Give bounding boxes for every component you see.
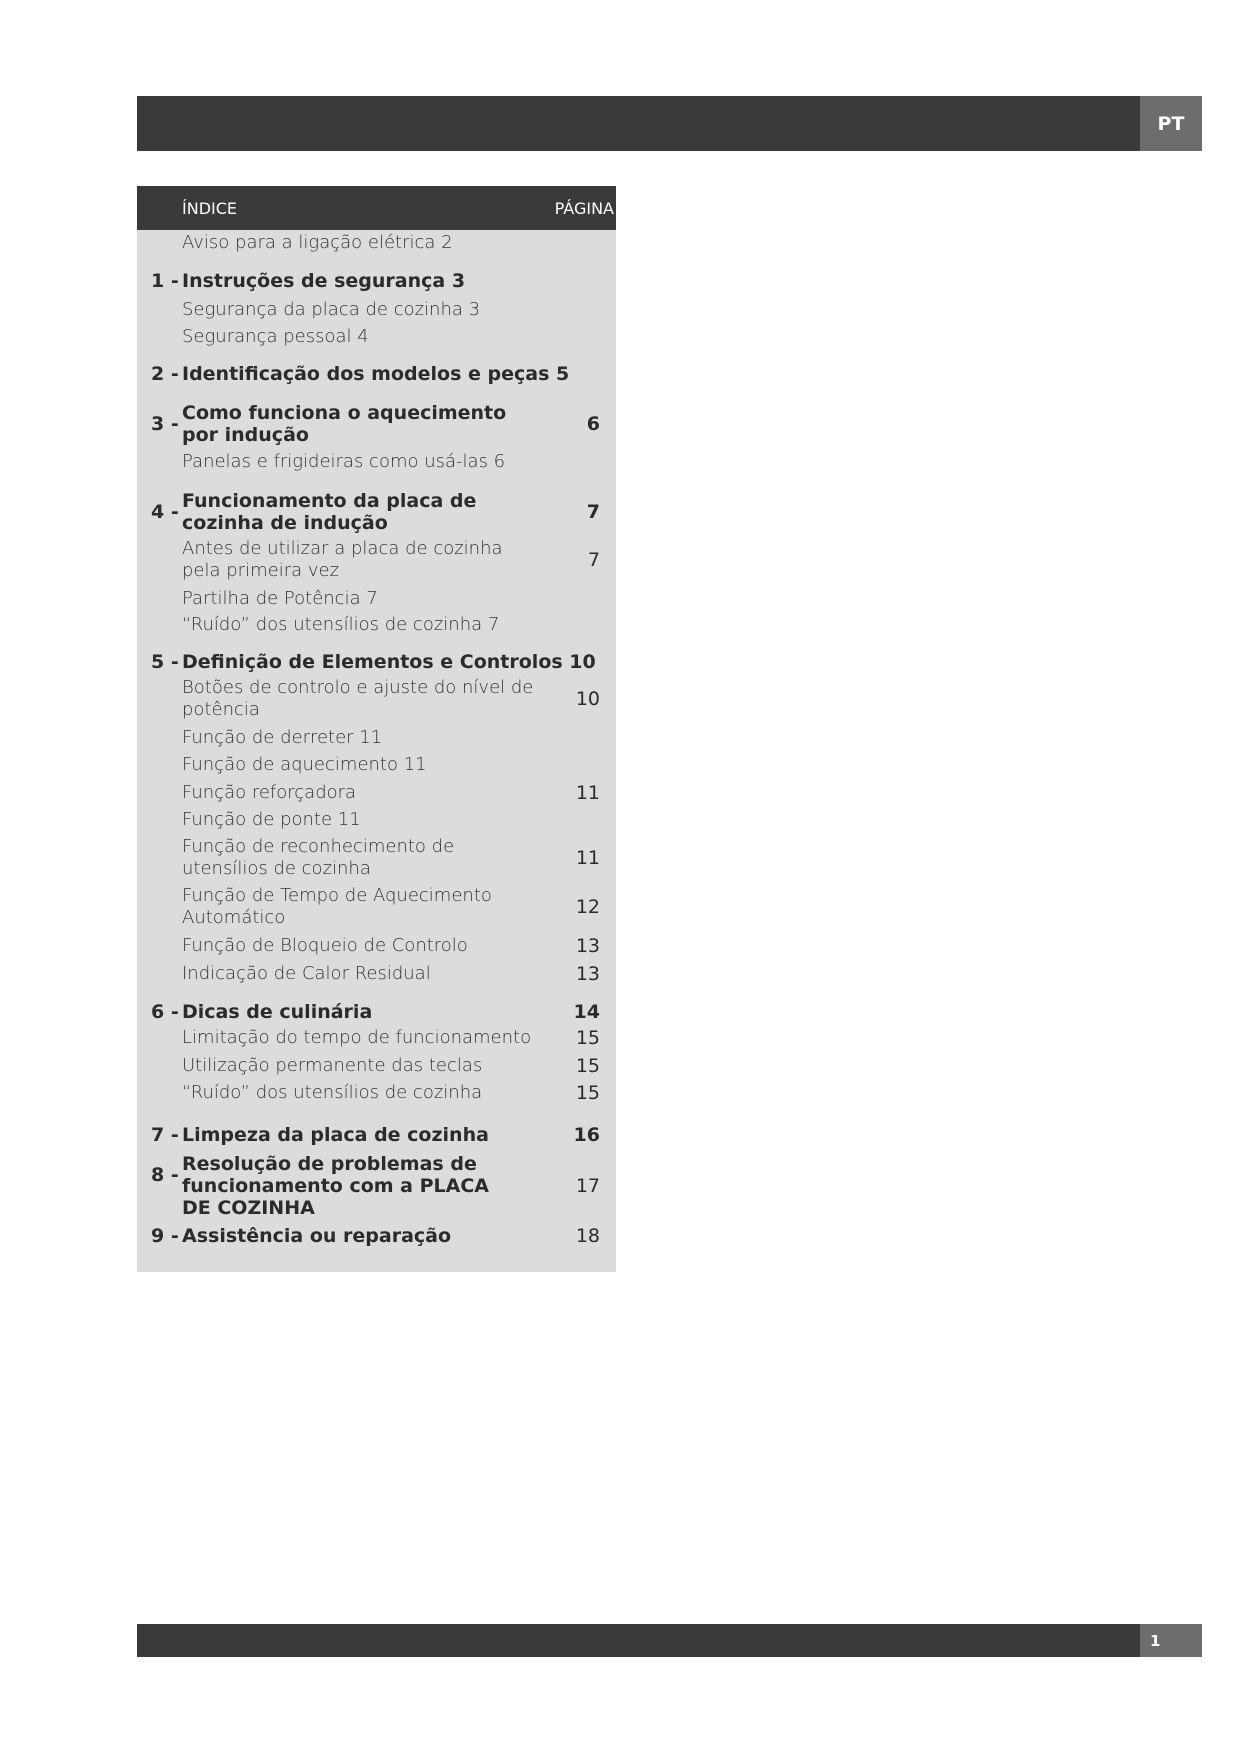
toc-section-title: Como funciona o aquecimento por indução: [182, 402, 507, 446]
toc-entry-title: Função de derreter 11: [182, 727, 383, 748]
toc-section: [137, 1225, 616, 1251]
toc-entry: [137, 809, 616, 833]
toc-page-number: 15: [575, 1082, 600, 1104]
toc-entry-title: Antes de utilizar a placa de cozinha pela primeira vez: [182, 538, 503, 581]
table-of-contents: [137, 186, 616, 1272]
toc-section-number: 4 -: [151, 501, 179, 523]
toc-entry-title: Função de aquecimento 11: [182, 754, 427, 775]
toc-entry: [137, 588, 616, 612]
toc-entry-title: Função de reconhecimento de utensílios de cozinha: [182, 836, 455, 879]
toc-entry: [137, 754, 616, 778]
toc-section-number: 3 -: [151, 413, 179, 435]
toc-entry-title: Segurança pessoal 4: [182, 326, 369, 347]
toc-section-title: Identificação dos modelos e peças 5: [182, 363, 570, 385]
toc-section: [137, 651, 616, 677]
toc-section: [137, 270, 616, 296]
toc-entry-title: Limitação do tempo de funcionamento: [182, 1027, 532, 1048]
toc-section-title: Resolução de problemas de funcionamento com a PLACA DE COZINHA: [182, 1153, 490, 1219]
toc-entry: [137, 1082, 616, 1106]
toc-entry-title: Segurança da placa de cozinha 3: [182, 299, 481, 320]
toc-section-title: Instruções de segurança 3: [182, 270, 466, 292]
toc-section-number: 1 -: [151, 270, 179, 292]
toc-section-title: Dicas de culinária: [182, 1001, 373, 1023]
toc-page-number: 7: [586, 501, 600, 523]
toc-entry-title: “Ruído” dos utensílios de cozinha 7: [182, 614, 500, 635]
toc-entry: [137, 538, 616, 584]
toc-entry: [137, 677, 616, 723]
toc-entry-title: Função de Bloqueio de Controlo: [182, 935, 468, 956]
toc-section: [137, 402, 616, 448]
toc-entry: [137, 836, 616, 882]
language-tab: PT: [1140, 96, 1202, 151]
toc-entry-title: Função de Tempo de Aquecimento Automático: [182, 885, 492, 928]
toc-entry: [137, 614, 616, 638]
toc-section: [137, 1001, 616, 1027]
toc-page-number: 7: [587, 549, 600, 571]
toc-page-number: 11: [575, 847, 600, 869]
toc-page-number: 14: [573, 1001, 600, 1023]
toc-entry: [137, 451, 616, 475]
toc-header: [137, 186, 616, 230]
toc-entry-title: Função de ponte 11: [182, 809, 361, 830]
toc-section-number: 7 -: [151, 1124, 179, 1146]
toc-page-label: PÁGINA: [554, 199, 614, 218]
toc-page-number: 15: [575, 1027, 600, 1049]
toc-section: [137, 1124, 616, 1150]
toc-entry-title: Botões de controlo e ajuste do nível de potência: [182, 677, 534, 720]
toc-page-number: 13: [575, 935, 600, 957]
toc-section-title: Assistência ou reparação: [182, 1225, 452, 1247]
toc-section-number: 5 -: [151, 651, 179, 673]
toc-entry: [137, 727, 616, 751]
toc-page-number: 17: [575, 1175, 600, 1197]
toc-entry: [137, 326, 616, 350]
toc-entry-title: Panelas e frigideiras como usá-las 6: [182, 451, 506, 472]
toc-section-title: Funcionamento da placa de cozinha de indução: [182, 490, 477, 534]
toc-entry: [137, 935, 616, 959]
toc-entry: [137, 232, 616, 258]
toc-page-number: 10: [575, 688, 600, 710]
toc-page-number: 13: [575, 963, 600, 985]
toc-page-number: 6: [586, 413, 600, 435]
toc-section: [137, 490, 616, 536]
toc-entry: [137, 782, 616, 806]
toc-entry-title: Aviso para a ligação elétrica 2: [182, 232, 453, 253]
toc-section-number: 8 -: [151, 1164, 179, 1186]
footer-bar: [137, 1624, 1140, 1657]
toc-section: [137, 1153, 616, 1221]
toc-page-number: 15: [575, 1055, 600, 1077]
toc-entry: [137, 299, 616, 323]
toc-page-number: 18: [575, 1225, 600, 1247]
page-number-tab: 1: [1140, 1624, 1202, 1657]
toc-section-number: 2 -: [151, 363, 179, 385]
toc-section-title: Definição de Elementos e Controlos 10: [182, 651, 596, 673]
toc-index-label: ÍNDICE: [182, 199, 238, 218]
header-bar: [137, 96, 1140, 151]
toc-entry-title: “Ruído” dos utensílios de cozinha: [182, 1082, 483, 1103]
toc-entry: [137, 1055, 616, 1079]
toc-section-number: 6 -: [151, 1001, 179, 1023]
toc-entry-title: Utilização permanente das teclas: [182, 1055, 483, 1076]
toc-section-title: Limpeza da placa de cozinha: [182, 1124, 489, 1146]
toc-entry-title: Partilha de Potência 7: [182, 588, 378, 609]
toc-page-number: 12: [575, 896, 600, 918]
toc-entry-title: Função reforçadora: [182, 782, 357, 803]
toc-entry: [137, 885, 616, 931]
toc-entry-title: Indicação de Calor Residual: [182, 963, 431, 984]
toc-entry: [137, 963, 616, 987]
toc-page-number: 11: [575, 782, 600, 804]
toc-section: [137, 363, 616, 389]
toc-page-number: 16: [573, 1124, 600, 1146]
toc-entry: [137, 1027, 616, 1051]
toc-section-number: 9 -: [151, 1225, 179, 1247]
